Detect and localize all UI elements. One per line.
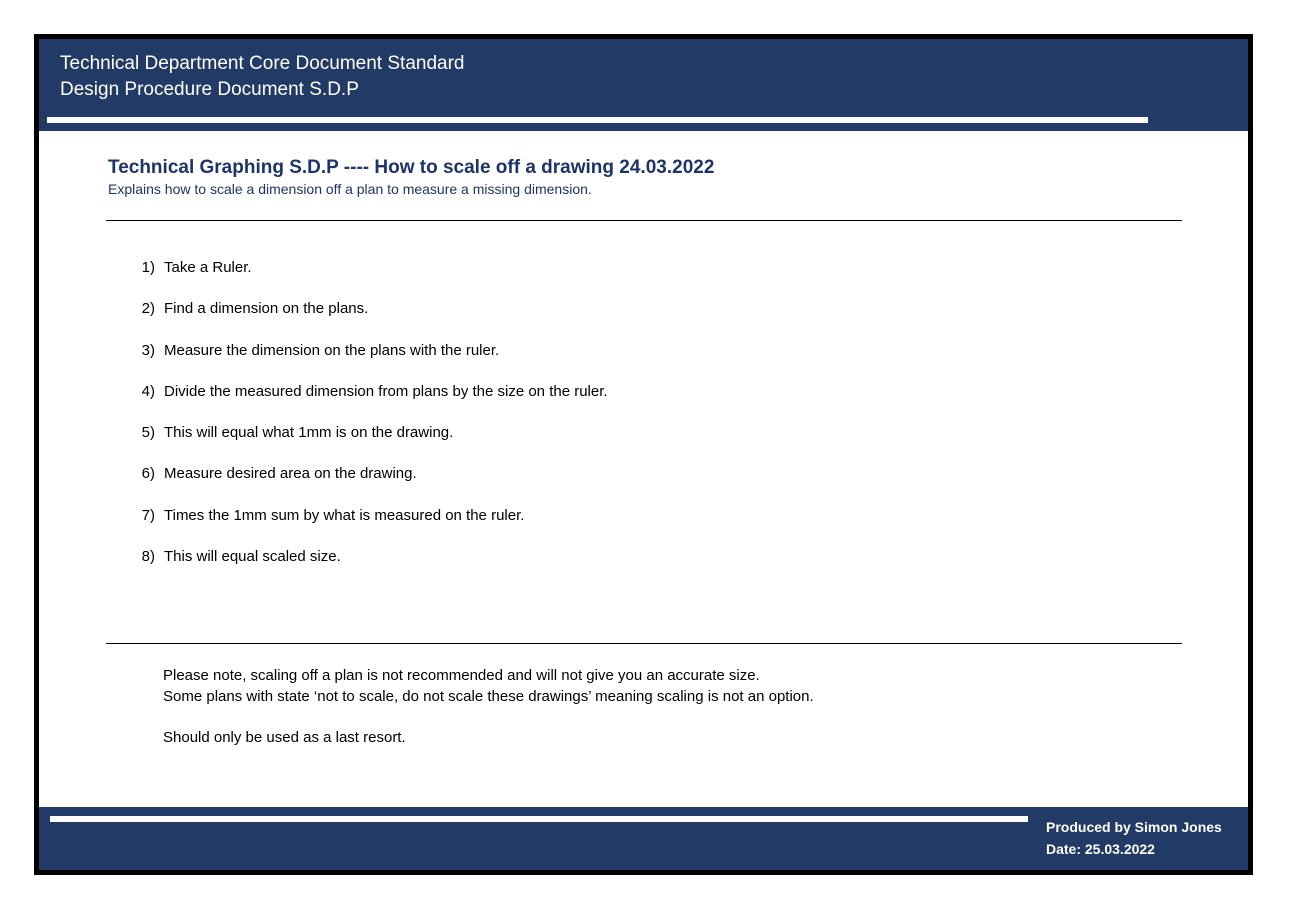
- header-divider: [47, 117, 1148, 123]
- step-text: Measure the dimension on the plans with the ruler.: [164, 341, 500, 359]
- step-text: Times the 1mm sum by what is measured on the ruler.: [164, 506, 525, 524]
- note-text: Please note, scaling off a plan is not recommended and will not give you an accurate size.: [163, 667, 760, 684]
- header-department-title: Technical Department Core Document Standard: [60, 53, 465, 74]
- page: [39, 39, 1248, 870]
- step-text: Take a Ruler.: [164, 259, 252, 276]
- step-number: 5): [141, 424, 155, 442]
- step-number: 2): [141, 300, 155, 318]
- step-number: 4): [141, 382, 155, 400]
- step-number: 3): [141, 341, 155, 359]
- step-text: Find a dimension on the plans.: [164, 300, 369, 318]
- step-text: Measure desired area on the drawing.: [164, 465, 417, 483]
- step-text: Divide the measured dimension from plans by the size on the ruler.: [164, 382, 608, 400]
- bottom-divider: [106, 643, 1182, 644]
- footer-producer: Produced by Simon Jones: [1046, 819, 1222, 835]
- footer-divider: [50, 816, 1028, 822]
- step-number: 7): [141, 506, 155, 524]
- top-divider: [106, 220, 1182, 221]
- step-text: This will equal what 1mm is on the drawing.: [164, 424, 454, 442]
- document-title: Technical Graphing S.D.P ---- How to scale off a drawing 24.03.2022: [108, 157, 715, 178]
- step-number: 8): [141, 548, 155, 566]
- header-document-type: Design Procedure Document S.D.P: [60, 79, 359, 100]
- step-number: 6): [141, 465, 155, 483]
- page-frame: [34, 34, 1253, 875]
- footer-date: Date: 25.03.2022: [1046, 841, 1155, 857]
- note-text: Some plans with state ‘not to scale, do not scale these drawings’ meaning scaling is not an option.: [163, 688, 814, 705]
- step-text: This will equal scaled size.: [164, 548, 341, 566]
- document-subtitle: Explains how to scale a dimension off a plan to measure a missing dimension.: [108, 181, 592, 197]
- header-banner: [39, 39, 1248, 131]
- footer-banner: [39, 807, 1248, 870]
- note-text: Should only be used as a last resort.: [163, 729, 406, 746]
- step-number: 1): [141, 259, 155, 276]
